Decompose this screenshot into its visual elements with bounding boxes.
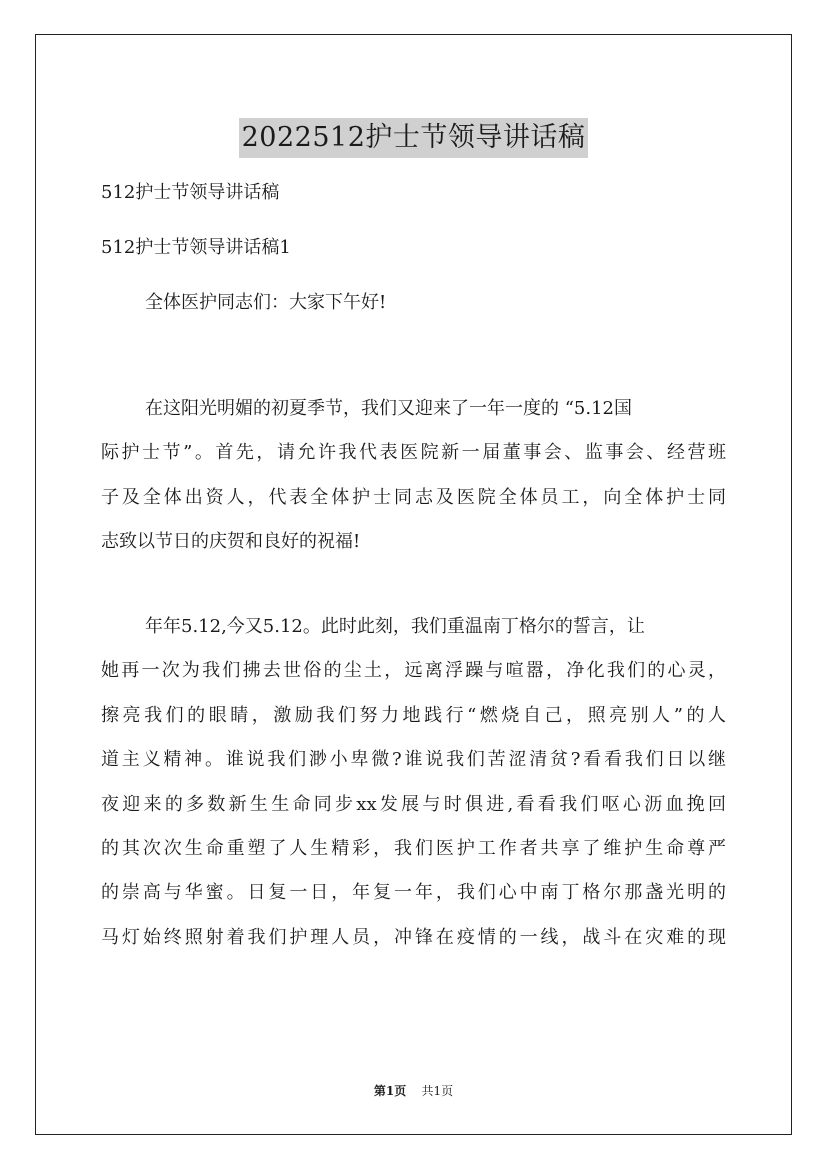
paragraph-line: 马灯始终照射着我们护理人员，冲锋在疫情的一线，战斗在灾难的现 [101, 926, 726, 948]
paragraph-2 [101, 615, 726, 970]
paragraph-line: 在这阳光明媚的初夏季节，我们又迎来了一年一度的 “5.12国 [145, 398, 632, 419]
paragraph-1 [101, 397, 726, 575]
page-number: 第1页 [373, 1084, 407, 1098]
heading-1: 512护士节领导讲话稿 [101, 182, 280, 203]
paragraph-line: 志致以节日的庆贺和良好的祝福! [101, 531, 361, 553]
greeting: 全体医护同志们：大家下午好! [145, 292, 387, 313]
paragraph-line: 夜迎来的多数新生生命同步xx发展与时俱进,看看我们呕心沥血挽回 [101, 793, 726, 815]
footer-spacer [410, 1084, 418, 1098]
paragraph-line: 际护士节”。首先，请允许我代表医院新一届董事会、监事会、经营班 [101, 442, 726, 464]
paragraph-line: 的崇高与华蜜。日复一日，年复一年，我们心中南丁格尔那盏光明的 [101, 882, 726, 904]
paragraph-line: 的其次次生命重塑了人生精彩，我们医护工作者共享了维护生命尊严 [101, 837, 726, 859]
paragraph-line: 道主义精神。谁说我们渺小卑微?谁说我们苦涩清贫?看看我们日以继 [101, 749, 726, 771]
paragraph-line: 擦亮我们的眼睛，激励我们努力地践行“燃烧自己，照亮别人”的人 [101, 704, 726, 726]
paragraph-line: 年年5.12,今又5.12。此时此刻，我们重温南丁格尔的誓言，让 [145, 616, 645, 637]
heading-2: 512护士节领导讲话稿1 [101, 237, 291, 258]
paragraph-line: 子及全体出资人，代表全体护士同志及医院全体员工，向全体护士同 [101, 486, 726, 508]
document-title: 2022512护士节领导讲话稿 [239, 118, 589, 158]
title-area [0, 100, 827, 176]
page-footer [0, 1083, 827, 1099]
page-total: 共1页 [421, 1084, 454, 1098]
paragraph-line: 她再一次为我们拂去世俗的尘土，远离浮躁与喧嚣，净化我们的心灵， [101, 660, 726, 682]
